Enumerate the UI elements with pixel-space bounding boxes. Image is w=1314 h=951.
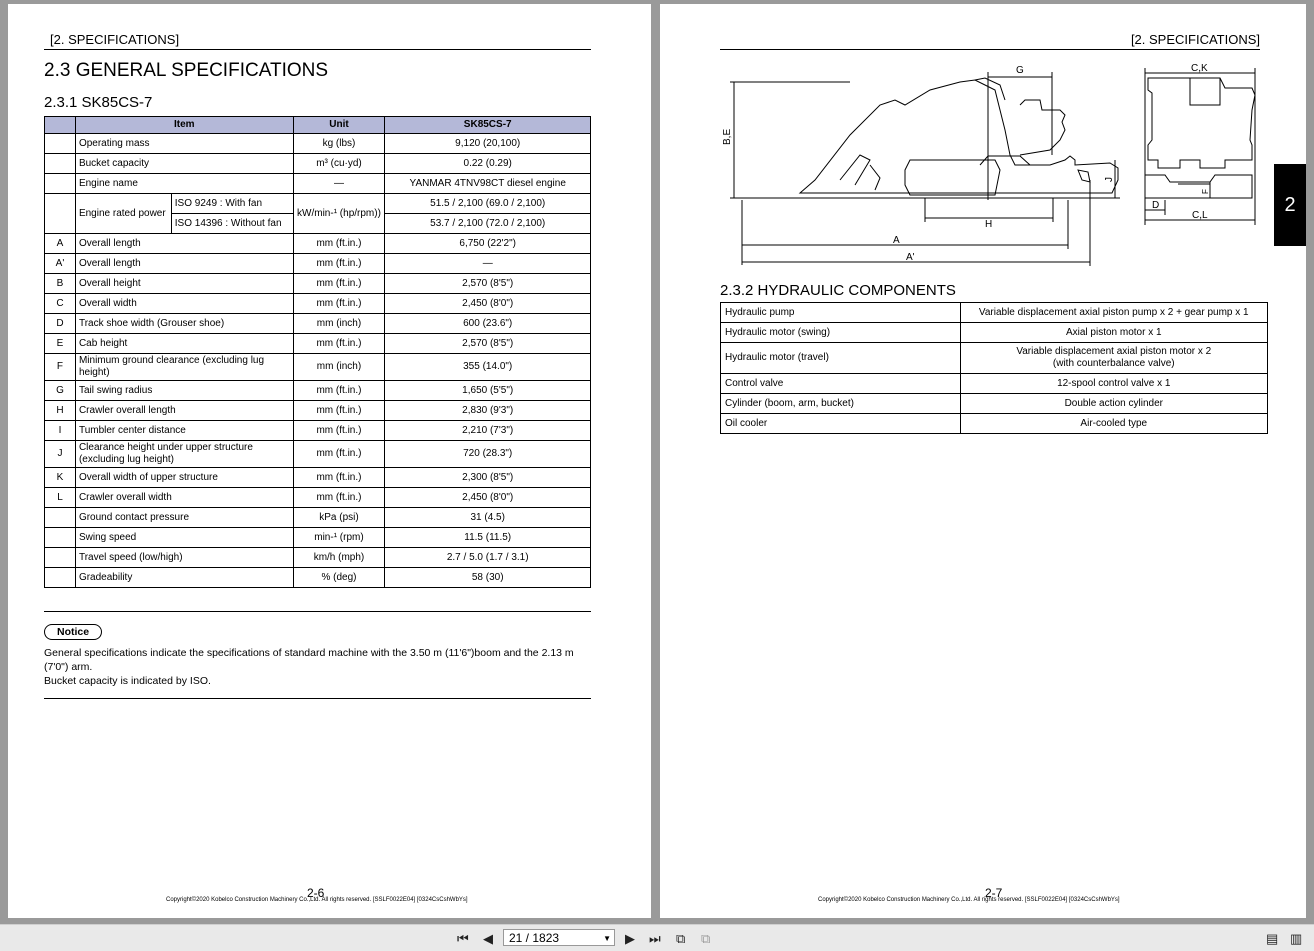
table-row	[45, 488, 591, 508]
row-code	[45, 508, 76, 528]
hyd-item: Hydraulic pump	[721, 303, 961, 323]
table-row	[45, 314, 591, 334]
row-value: 2,210 (7'3")	[385, 421, 591, 441]
row-item: Track shoe width (Grouser shoe)	[75, 314, 293, 334]
row-code: B	[45, 274, 76, 294]
row-value: 51.5 / 2,100 (69.0 / 2,100)	[385, 194, 591, 214]
page-number: 2-6	[307, 886, 325, 900]
section-title: 2.3 GENERAL SPECIFICATIONS	[44, 60, 329, 81]
table-row	[45, 441, 591, 468]
row-unit: kW/min-¹ (hp/rpm))	[293, 194, 385, 234]
hyd-value-line: Double action cylinder	[1064, 397, 1163, 409]
row-value: YANMAR 4TNV98CT diesel engine	[385, 174, 591, 194]
hyd-value-line: Variable displacement axial piston motor x 2	[1016, 346, 1212, 357]
row-unit: kPa (psi)	[293, 508, 385, 528]
row-unit: mm (ft.in.)	[293, 234, 385, 254]
notice-text-1: General specifications indicate the specifications of standard machine with the 3.50 m (11'6")boom and the 2.13 m (7'0") arm.	[44, 647, 574, 673]
table-row	[45, 274, 591, 294]
subsection-title: 2.3.2 HYDRAULIC COMPONENTS	[720, 282, 956, 299]
table-row	[721, 414, 1268, 434]
table-header-model: SK85CS-7	[385, 117, 591, 134]
row-item: Tumbler center distance	[75, 421, 293, 441]
notice-top-rule	[44, 611, 591, 612]
hydraulic-table	[720, 302, 1268, 434]
row-code: L	[45, 488, 76, 508]
go-back-view-icon[interactable]: ⧉	[676, 931, 686, 946]
chapter-tab: 2	[1274, 164, 1306, 246]
row-unit: —	[293, 174, 385, 194]
row-item: Overall width of upper structure	[75, 468, 293, 488]
copyright: Copyright©2020 Kobelco Construction Machinery Co.,Ltd. All rights reserved. [SSLF0022E04] [0324CsCshWbYs]	[166, 897, 468, 903]
row-unit: mm (ft.in.)	[293, 468, 385, 488]
row-item: Clearance height under upper structure (excluding lug height)	[75, 441, 293, 468]
diagram-label-be: B,E	[722, 128, 733, 145]
page-header: [2. SPECIFICATIONS]	[50, 32, 180, 47]
hyd-value	[960, 323, 1267, 343]
header-rule	[44, 49, 591, 50]
row-item: Overall length	[75, 234, 293, 254]
row-code: A'	[45, 254, 76, 274]
row-code: G	[45, 381, 76, 401]
row-unit: mm (ft.in.)	[293, 488, 385, 508]
notice-bottom-rule	[44, 698, 591, 699]
hyd-value	[960, 343, 1267, 374]
hyd-value	[960, 414, 1267, 434]
row-item: Engine rated power	[75, 194, 171, 234]
row-code	[45, 568, 76, 588]
hyd-value	[960, 374, 1267, 394]
diagram-label-h: H	[985, 219, 993, 230]
table-row	[45, 421, 591, 441]
right-page	[660, 4, 1306, 918]
hyd-value-line-2: (with counterbalance valve)	[1052, 358, 1175, 369]
table-header-unit: Unit	[293, 117, 385, 134]
table-row	[45, 334, 591, 354]
row-code	[45, 194, 76, 234]
hyd-item: Control valve	[721, 374, 961, 394]
row-value: 9,120 (20,100)	[385, 134, 591, 154]
row-subitem: ISO 9249 : With fan	[171, 194, 293, 214]
row-item: Travel speed (low/high)	[75, 548, 293, 568]
table-row	[45, 194, 591, 214]
two-page-view-icon[interactable]: ▥	[1290, 931, 1303, 946]
row-item: Tail swing radius	[75, 381, 293, 401]
hyd-value-line: Air-cooled type	[1080, 417, 1148, 429]
hyd-value	[960, 303, 1267, 323]
hyd-item: Hydraulic motor (travel)	[721, 343, 961, 374]
hyd-value-line: 12-spool control valve x 1	[1057, 377, 1171, 389]
last-page-icon[interactable]: ⏭	[649, 931, 661, 946]
table-header-code	[45, 117, 76, 134]
row-code: D	[45, 314, 76, 334]
table-row	[45, 354, 591, 381]
row-code: K	[45, 468, 76, 488]
table-row	[45, 134, 591, 154]
hyd-value-line: Axial piston motor x 1	[1065, 326, 1162, 338]
table-row	[45, 528, 591, 548]
viewer-toolbar	[0, 924, 1314, 951]
row-item: Overall height	[75, 274, 293, 294]
diagram-label-f: F	[1201, 189, 1210, 194]
next-page-icon[interactable]: ▶	[625, 931, 635, 946]
table-row	[45, 154, 591, 174]
row-value: 2,450 (8'0")	[385, 294, 591, 314]
table-row	[45, 234, 591, 254]
row-value: 2,570 (8'5")	[385, 334, 591, 354]
row-item: Bucket capacity	[75, 154, 293, 174]
row-code	[45, 528, 76, 548]
row-code: I	[45, 421, 76, 441]
diagram-label-g: G	[1016, 65, 1024, 76]
table-row	[721, 374, 1268, 394]
row-code	[45, 174, 76, 194]
row-item: Engine name	[75, 174, 293, 194]
row-value: 600 (23.6")	[385, 314, 591, 334]
row-value: 2,570 (8'5")	[385, 274, 591, 294]
row-value: —	[385, 254, 591, 274]
row-item: Crawler overall length	[75, 401, 293, 421]
row-value: 58 (30)	[385, 568, 591, 588]
row-value: 720 (28.3")	[385, 441, 591, 468]
excavator-dimension-diagram	[720, 60, 1260, 270]
row-unit: mm (ft.in.)	[293, 294, 385, 314]
diagram-label-d: D	[1152, 200, 1160, 211]
table-row	[45, 254, 591, 274]
hyd-item: Oil cooler	[721, 414, 961, 434]
diagram-label-j: J	[1104, 177, 1115, 182]
hyd-item: Hydraulic motor (swing)	[721, 323, 961, 343]
notice-text-2: Bucket capacity is indicated by ISO.	[44, 675, 211, 687]
row-unit: kg (lbs)	[293, 134, 385, 154]
diagram-label-ck: C,K	[1191, 63, 1208, 74]
row-value: 11.5 (11.5)	[385, 528, 591, 548]
diagram-label-cl: C,L	[1192, 210, 1208, 221]
row-unit: % (deg)	[293, 568, 385, 588]
row-unit: mm (ft.in.)	[293, 441, 385, 468]
diagram-label-a-prime: A'	[906, 252, 915, 263]
notice-badge: Notice	[44, 624, 102, 640]
row-unit: mm (inch)	[293, 314, 385, 334]
table-row	[721, 303, 1268, 323]
table-row	[721, 323, 1268, 343]
table-row	[45, 508, 591, 528]
row-code: J	[45, 441, 76, 468]
chevron-down-icon[interactable]: ▼	[603, 934, 611, 943]
row-value: 6,750 (22'2")	[385, 234, 591, 254]
row-item: Overall width	[75, 294, 293, 314]
table-header-row	[45, 117, 591, 134]
table-row	[721, 343, 1268, 374]
table-row	[45, 568, 591, 588]
single-page-view-icon[interactable]: ▤	[1266, 931, 1279, 946]
row-value: 0.22 (0.29)	[385, 154, 591, 174]
row-value: 1,650 (5'5")	[385, 381, 591, 401]
row-code: A	[45, 234, 76, 254]
row-item: Ground contact pressure	[75, 508, 293, 528]
row-item: Gradeability	[75, 568, 293, 588]
go-forward-view-icon[interactable]: ⧉	[701, 931, 711, 946]
row-value: 355 (14.0")	[385, 354, 591, 381]
first-page-icon[interactable]: ⏮	[457, 931, 469, 946]
row-unit: mm (ft.in.)	[293, 254, 385, 274]
table-row	[45, 548, 591, 568]
table-row	[45, 468, 591, 488]
header-rule	[720, 49, 1260, 50]
row-unit: mm (inch)	[293, 354, 385, 381]
row-value: 2,300 (8'5")	[385, 468, 591, 488]
row-item: Operating mass	[75, 134, 293, 154]
row-unit: mm (ft.in.)	[293, 274, 385, 294]
diagram-label-a: A	[893, 235, 900, 246]
page-indicator: 21 / 1823	[509, 931, 560, 945]
previous-page-icon[interactable]: ◀	[483, 931, 493, 946]
table-row	[721, 394, 1268, 414]
spec-table	[44, 116, 591, 588]
hyd-value	[960, 394, 1267, 414]
page-number: 2-7	[985, 886, 1003, 900]
row-item: Overall length	[75, 254, 293, 274]
table-row	[45, 174, 591, 194]
row-value: 53.7 / 2,100 (72.0 / 2,100)	[385, 214, 591, 234]
row-value: 2,830 (9'3")	[385, 401, 591, 421]
row-code	[45, 154, 76, 174]
row-code	[45, 134, 76, 154]
row-item: Minimum ground clearance (excluding lug height)	[75, 354, 293, 381]
table-row	[45, 294, 591, 314]
row-item: Cab height	[75, 334, 293, 354]
row-unit: mm (ft.in.)	[293, 401, 385, 421]
row-item: Crawler overall width	[75, 488, 293, 508]
row-unit: min-¹ (rpm)	[293, 528, 385, 548]
row-unit: mm (ft.in.)	[293, 381, 385, 401]
row-code	[45, 548, 76, 568]
table-header-item: Item	[75, 117, 293, 134]
subsection-title: 2.3.1 SK85CS-7	[44, 94, 153, 111]
page-number-input[interactable]	[503, 929, 615, 946]
row-item: Swing speed	[75, 528, 293, 548]
row-unit: m³ (cu·yd)	[293, 154, 385, 174]
copyright: Copyright©2020 Kobelco Construction Machinery Co.,Ltd. All rights reserved. [SSLF0022E04] [0324CsCshWbYs]	[818, 897, 1120, 903]
row-code: C	[45, 294, 76, 314]
row-subitem: ISO 14396 : Without fan	[171, 214, 293, 234]
hyd-value-line: Variable displacement axial piston pump x 2 + gear pump x 1	[978, 306, 1249, 318]
row-code: F	[45, 354, 76, 381]
page-header: [2. SPECIFICATIONS]	[1130, 32, 1260, 47]
row-value: 2,450 (8'0")	[385, 488, 591, 508]
row-unit: km/h (mph)	[293, 548, 385, 568]
row-code: E	[45, 334, 76, 354]
row-value: 2.7 / 5.0 (1.7 / 3.1)	[385, 548, 591, 568]
row-value: 31 (4.5)	[385, 508, 591, 528]
row-unit: mm (ft.in.)	[293, 421, 385, 441]
left-page	[8, 4, 651, 918]
row-unit: mm (ft.in.)	[293, 334, 385, 354]
row-code: H	[45, 401, 76, 421]
table-row	[45, 401, 591, 421]
table-row	[45, 381, 591, 401]
hyd-item: Cylinder (boom, arm, bucket)	[721, 394, 961, 414]
